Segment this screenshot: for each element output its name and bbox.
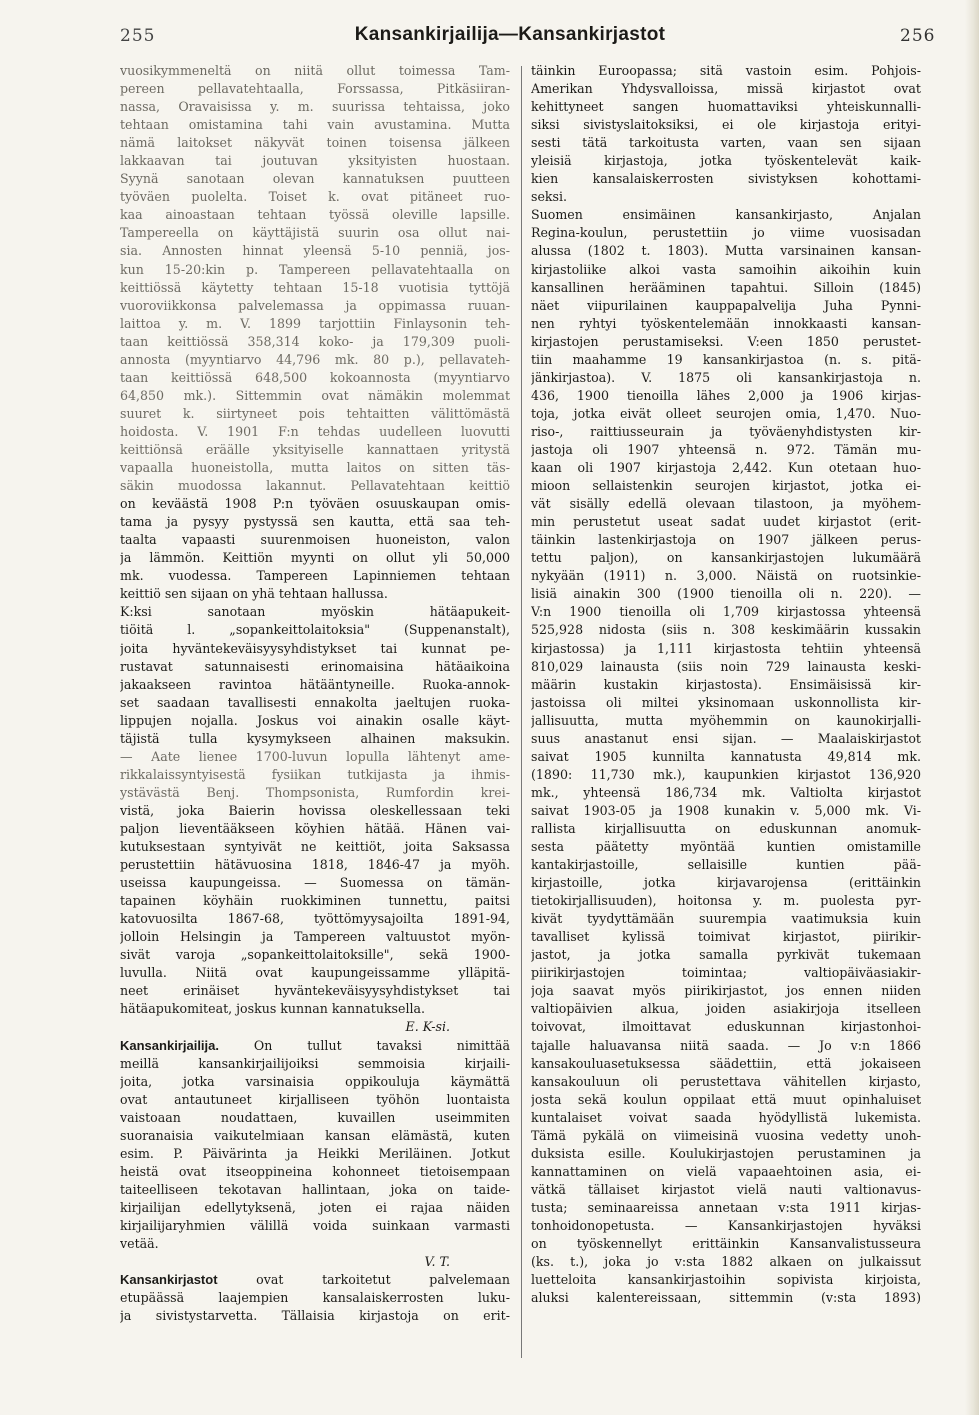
text-line: [531, 1271, 921, 1289]
author-signature: [120, 1253, 510, 1271]
line-text: kirjastoliike alkoi vasta samoihin aikoihin kuin: [531, 261, 921, 277]
line-text: Regina-koulun, perustettiin jo viime vuosisadan: [531, 225, 921, 241]
line-text: ystävästä Benj. Thompsonista, Rumfordin krei-: [120, 784, 510, 800]
line-text: vuoroviikkonsa palvelemassa ja oppimassa ruuan-: [120, 297, 510, 313]
text-line: [531, 1037, 921, 1055]
page-number-left: 255: [120, 26, 156, 46]
line-text: jastoja oli 1907 yhteensä n. 972. Tämän mu-: [531, 441, 921, 457]
text-line: [120, 603, 510, 621]
line-text: luetteloita kansankirjastoihin sopivista kirjoista,: [531, 1272, 921, 1288]
line-text: rustavat satunnaisesti erinomaisina hätäaikoina: [120, 658, 510, 674]
entry-headword: Kansankirjailija.: [120, 1037, 219, 1053]
text-line: [120, 1073, 510, 1091]
line-text: alussa (1802 t. 1803). Mutta varsinainen kansan-: [531, 243, 921, 259]
text-line: [120, 369, 510, 387]
line-text: vistä, joka Baierin hovissa oleskellessaan teki: [120, 802, 510, 818]
line-text: joita hyväntekeväisyysyhdistykset tai kunnat pe-: [120, 640, 510, 656]
line-text: useissa kaupungeissa. — Suomessa on tämän-: [120, 875, 510, 891]
text-line: [531, 423, 921, 441]
line-text: kantakirjastoille, sellaisille kuntien pää-: [531, 857, 921, 873]
text-line: [531, 1217, 921, 1235]
line-text: — Aate lienee 1700-luvun lopulla lähtenyt ame-: [120, 748, 510, 764]
line-text: vetää.: [120, 1236, 159, 1252]
text-line: [531, 676, 921, 694]
line-text: kirjailijan edellytyksenä, joten ei rajaa näiden: [120, 1199, 510, 1215]
text-line: [120, 928, 510, 946]
line-text: luvulla. Niitä ovat kaupungeissamme ylläpitä-: [120, 965, 510, 981]
line-text: paljon lieventääkseen köyhien hätää. Hänen vai-: [120, 820, 510, 836]
text-line: [531, 188, 921, 206]
line-text: valtiopäivien alkua, joiden asiakirjoja itselleen: [531, 1001, 921, 1017]
text-line: [120, 712, 510, 730]
text-line: [120, 405, 510, 423]
text-line: [120, 1199, 510, 1217]
text-line: [531, 1127, 921, 1145]
line-text: suuret k. siirtyneet pois tehtaitten välittömästä: [120, 405, 510, 421]
text-line: [120, 1127, 510, 1145]
line-text: kaan oli 1907 kirjastoja 2,442. Kun otetaan huo-: [531, 460, 921, 476]
text-line: [531, 549, 921, 567]
text-line: [531, 98, 921, 116]
text-line: [120, 1271, 510, 1289]
text-line: [120, 261, 510, 279]
line-text: rallista kirjallisuutta on eduskunnan anomuk-: [531, 820, 921, 836]
line-text: 64,850 mk.). Sittemmin ovat nämäkin molemmat: [120, 387, 510, 403]
text-line: [120, 188, 510, 206]
page-number-right: 256: [900, 26, 936, 46]
text-line: [120, 152, 510, 170]
line-text: nämä laitokset näkyvät toinen toisensa jälkeen: [120, 135, 510, 151]
text-line: [531, 369, 921, 387]
line-text: pereen pellavatehtaalla, Forssassa, Pitkäsiiran-: [120, 81, 510, 97]
line-text: ja sivistystarvetta. Tällaisia kirjastoja on erit-: [120, 1308, 510, 1324]
line-text: hoidosta. V. 1901 F:n tehdas uudelleen luovutti: [120, 423, 510, 439]
line-text: jallisuutta, mutta myöhemmin on kaunokirjalli-: [531, 712, 921, 728]
line-text: nassa, Oravaisissa y. m. suurissa tehtaissa, joko: [120, 99, 510, 115]
text-line: [531, 1235, 921, 1253]
line-text: K:ksi sanotaan myöskin hätäapukeit-: [120, 604, 510, 620]
line-text: seksi.: [531, 189, 568, 205]
text-line: [120, 224, 510, 242]
text-line: [120, 1000, 510, 1018]
line-text: kaa ainoastaan tehtaan työssä oleville lapsille.: [120, 207, 510, 223]
line-text: keittiönsä eräälle yksityiselle kannattaen yritystä: [120, 441, 510, 457]
line-text: mk., yhteensä 186,734 mk. Valtiolta kirjastot: [531, 784, 921, 800]
text-line: [531, 982, 921, 1000]
line-text: jastot, ja jotka samalla pyrkivät tukemaan: [531, 947, 921, 963]
text-line: [531, 242, 921, 260]
line-text: heistä ovat itseoppineina kohonneet tietoisempaan: [120, 1163, 510, 1179]
line-text: tiin maahamme 19 kansankirjastoa (n. s. pitä-: [531, 351, 921, 367]
line-text: mk. vuodessa. Tampereen Lapinniemen tehtaan: [120, 568, 510, 584]
text-line: [531, 152, 921, 170]
text-line: [531, 928, 921, 946]
text-line: [120, 585, 510, 603]
text-line: [531, 838, 921, 856]
text-line: [531, 1073, 921, 1091]
text-line: [120, 730, 510, 748]
line-text: kirjailijaryhmien välillä voida suinkaan varmasti: [120, 1218, 510, 1233]
text-line: [531, 748, 921, 766]
text-line: [531, 1055, 921, 1073]
text-line: [531, 1091, 921, 1109]
line-text: perustettiin hätävuosina 1818, 1846-47 ja myöh.: [120, 857, 510, 873]
line-text: kirjastoille, jotka kirjavarojensa (erittäinkin: [531, 875, 921, 891]
line-text: meillä kansankirjailijoiksi semmoisia kirjaili-: [120, 1055, 510, 1071]
text-line: [531, 784, 921, 802]
text-line: [120, 946, 510, 964]
line-text: tietokirjallisuuden), hoitonsa y. m. puolesta pyr-: [531, 893, 921, 909]
line-text: tajalle haluavansa niitä saada. — Jo v:n 1866: [531, 1037, 921, 1053]
text-line: [120, 62, 510, 80]
line-text: 525,928 nidosta (siis n. 308 keskimäärin kussakin: [531, 622, 921, 638]
line-text: jastoissa oli miltei yksinomaan uskonnollista kir-: [531, 694, 921, 710]
text-line: [531, 585, 921, 603]
text-line: [120, 1091, 510, 1109]
line-text: taiteelliseen tekotavan hallintaan, joka on taide-: [120, 1181, 510, 1197]
text-line: [120, 640, 510, 658]
line-text: joita, jotka varsinaisia oppikouluja käymättä: [120, 1073, 510, 1089]
text-line: [531, 802, 921, 820]
text-line: [531, 766, 921, 784]
line-text: kuntalaiset voivat saada hyödyllistä lukemista.: [531, 1109, 921, 1125]
text-line: [120, 820, 510, 838]
line-text: yleisiä kirjastoja, jotka työskentelevät kaik-: [531, 153, 921, 169]
text-line: [120, 856, 510, 874]
line-text: toja, jotka eivät olleet seurojen omia, 1,470. Nuo-: [531, 405, 921, 421]
text-line: [120, 134, 510, 152]
text-line: [120, 441, 510, 459]
line-text: (1890: 11,730 mk.), kaupunkien kirjastot 136,920: [531, 766, 921, 782]
text-line: [120, 748, 510, 766]
line-text: sivät varoja „sopankeittolaitoksille", sekä 1900-: [120, 947, 510, 963]
line-text: keittiö sen sijaan on yhä tehtaan hallussa.: [120, 586, 388, 602]
text-line: [120, 98, 510, 116]
line-text: on keväästä 1908 P:n työväen osuuskaupan omis-: [120, 496, 510, 512]
text-line: [120, 694, 510, 712]
text-line: [531, 62, 921, 80]
line-text: toivovat, ilmoittavat eduskunnan kirjastonhoi-: [531, 1019, 921, 1035]
text-line: [531, 1253, 921, 1271]
text-line: [531, 333, 921, 351]
line-text: nen ryhtyi työskentelemään innokkaasti kansan-: [531, 315, 921, 331]
text-line: [120, 892, 510, 910]
line-text: katovuosilta 1867-68, työttömyysajoilta 1891-94,: [120, 911, 510, 927]
text-line: [531, 387, 921, 405]
text-line: [531, 712, 921, 730]
line-text: hätäapukomiteat, joskus kunnan kannatuksella.: [120, 1001, 426, 1017]
text-line: [531, 279, 921, 297]
text-line: [120, 116, 510, 134]
text-line: [120, 1235, 510, 1253]
text-line: [120, 297, 510, 315]
text-line: [120, 676, 510, 694]
line-text: V. T.: [424, 1254, 450, 1270]
line-text: riso-, raittiusseurain ja työväenyhdistysten kir-: [531, 423, 921, 439]
line-text: tusta; seminaareissa annetaan v:sta 1911 kirjas-: [531, 1199, 921, 1215]
text-line: [120, 964, 510, 982]
text-line: [120, 1307, 510, 1325]
text-line: [120, 567, 510, 585]
text-line: [531, 80, 921, 98]
line-text: annosta (myyntiarvo 44,796 mk. 80 p.), pellavateh-: [120, 351, 510, 367]
text-line: [120, 1217, 510, 1235]
line-text: kansakouluun oli perustettava vähitellen kirjasto,: [531, 1073, 921, 1089]
line-text: suoranaisia vaikutelmiaan kansan elämästä, kuten: [120, 1127, 510, 1143]
text-line: [531, 116, 921, 134]
text-line: [531, 1145, 921, 1163]
text-line: [120, 513, 510, 531]
text-line: [120, 982, 510, 1000]
text-line: [531, 892, 921, 910]
text-line: [120, 766, 510, 784]
line-text: kirjastossa) ja 1,111 kirjastosta tehtiin yhteensä: [531, 640, 921, 656]
text-line: [531, 603, 921, 621]
text-line: [531, 224, 921, 242]
line-text: Tampereella on käyttäjistä suurin osa ollut nai-: [120, 225, 510, 241]
text-line: [531, 1199, 921, 1217]
text-line: [531, 874, 921, 892]
line-text: kansallinen herääminen tapahtui. Silloin (1845): [531, 279, 921, 295]
text-line: [120, 1109, 510, 1127]
text-line: [120, 621, 510, 639]
entry-text: On tullut tavaksi nimittää: [219, 1037, 510, 1053]
text-line: [531, 964, 921, 982]
line-text: 810,029 lainausta (siis noin 729 lainausta keski-: [531, 658, 921, 674]
page-header: [0, 0, 979, 60]
page-title: Kansankirjailija—Kansankirjastot: [354, 24, 666, 45]
line-text: kutuksestaan syntyivät ne keittiöt, joita Saksassa: [120, 839, 510, 855]
line-text: saivat 1905 kunnilta kannatusta 49,814 mk.: [531, 748, 921, 764]
text-line: [120, 1037, 510, 1055]
line-text: nykyään (1911) n. 3,000. Näistä on ruotsinkie-: [531, 568, 921, 584]
text-line: [531, 297, 921, 315]
text-line: [531, 1289, 921, 1307]
line-text: kun 15-20:kin p. Tampereen pellavatehtaalla on: [120, 261, 510, 277]
text-line: [531, 694, 921, 712]
text-line: [120, 333, 510, 351]
line-text: kansakouluasetuksessa säädettiin, että jokaiseen: [531, 1055, 921, 1071]
entry-text: ovat tarkoitetut palvelemaan: [217, 1272, 510, 1288]
text-line: [120, 658, 510, 676]
line-text: (ks. t.), joka jo v:sta 1882 alkaen on julkaissut: [531, 1254, 921, 1270]
line-text: tettu paljon), on kansankirjastojen lukumäärä: [531, 550, 921, 566]
line-text: täinkin lastenkirjastoja on 1907 jälkeen perus-: [531, 532, 921, 548]
line-text: tama ja pysyy pystyssä sen kautta, että saa teh-: [120, 514, 510, 530]
line-text: sesti tätä tarkoitusta varten, vaan sen sijaan: [531, 135, 921, 151]
line-text: näet viipurilainen kauppapalvelija Juha Pynni-: [531, 297, 921, 313]
text-line: [120, 351, 510, 369]
text-line: [531, 946, 921, 964]
text-line: [120, 1181, 510, 1199]
text-line: [120, 802, 510, 820]
line-text: aluksi kalentereissaan, sittemmin (v:sta 1893): [531, 1290, 921, 1306]
line-text: siksi sivistyslaitoksiksi, ei ole kirjastoja erityi-: [531, 117, 921, 133]
line-text: E. K-si.: [405, 1019, 450, 1035]
text-line: [120, 784, 510, 802]
line-text: joja saavat myös piirikirjastot, jos ennen niiden: [531, 983, 921, 999]
text-line: [531, 1109, 921, 1127]
line-text: jolloin Helsingin ja Tampereen valtuustot myön-: [120, 929, 510, 945]
line-text: on työskennellyt erittäinkin Kansanvalistusseura: [531, 1236, 921, 1252]
text-line: [531, 405, 921, 423]
line-text: taalta vapaasti suurenmoisen huoneiston, valon: [120, 532, 510, 548]
text-line: [120, 1163, 510, 1181]
line-text: kien kansalaiskerrosten sivistyksen kohottami-: [531, 171, 921, 187]
line-text: Syynä sanotaan olevan kannatuksen puutteen: [120, 171, 510, 187]
column-divider: [521, 66, 522, 1358]
text-line: [120, 477, 510, 495]
line-text: neet erinäiset hyväntekeväisyysyhdistykset tai: [120, 983, 510, 999]
line-text: taan keittiössä 358,314 koko- ja 179,309 puoli-: [120, 333, 510, 349]
line-text: työväen puolelta. Toiset k. ovat pitäneet ruo-: [120, 189, 510, 205]
line-text: duksista esille. Koulukirjastojen perustaminen ja: [531, 1145, 921, 1161]
text-line: [531, 459, 921, 477]
text-line: [531, 513, 921, 531]
text-line: [120, 170, 510, 188]
text-line: [531, 441, 921, 459]
line-text: vaistoaan noudattaen, kuvaillen useimmiten: [120, 1109, 510, 1125]
line-text: kannattaminen on vielä vapaaehtoinen asia, ei-: [531, 1163, 921, 1179]
line-text: tonhoidonopetusta. — Kansankirjastojen hyväksi: [531, 1218, 921, 1233]
text-line: [531, 206, 921, 224]
text-line: [531, 820, 921, 838]
line-text: min perustetut useat sadat uudet kirjastot (erit-: [531, 514, 921, 530]
text-line: [120, 495, 510, 513]
text-line: [120, 242, 510, 260]
text-line: [120, 549, 510, 567]
text-line: [531, 640, 921, 658]
text-line: [531, 261, 921, 279]
line-text: piirikirjastojen toimintaa; valtiopäiväasiakir-: [531, 965, 921, 981]
line-text: ovat antautuneet kirjalliseen työhön luontaista: [120, 1091, 510, 1107]
text-line: [120, 279, 510, 297]
line-text: suus anastanut ensi sijan. — Maalaiskirjastot: [531, 730, 921, 746]
line-text: Tämä pykälä on viimeisinä vuosina vedetty unoh-: [531, 1127, 921, 1143]
line-text: jakaakseen ravintoa hätääntyneille. Ruoka-annok-: [120, 676, 510, 692]
text-line: [531, 134, 921, 152]
text-line: [120, 838, 510, 856]
entry-headword: Kansankirjastot: [120, 1272, 218, 1288]
author-signature: [120, 1018, 510, 1036]
line-text: vuosikymmeneltä on niitä ollut toimessa Tam-: [120, 63, 510, 78]
line-text: täinkin Euroopassa; sitä vastoin esim. Pohjois-: [531, 63, 921, 78]
line-text: lisiä ainakin 300 (1900 tienoilla oli n. 220). —: [531, 586, 921, 602]
text-line: [120, 1055, 510, 1073]
line-text: kehittyneet sangen huomattaviksi yhteiskunnalli-: [531, 99, 921, 115]
text-line: [531, 351, 921, 369]
text-line: [531, 170, 921, 188]
text-line: [531, 658, 921, 676]
line-text: kirjastojen perustamiseksi. V:een 1850 perustet-: [531, 333, 921, 349]
text-line: [120, 1145, 510, 1163]
line-text: ja lämmön. Keittiön myynti on ollut yli 50,000: [120, 550, 510, 566]
line-text: tehtaan omistamina tahi vain avustamina. Mutta: [120, 117, 510, 133]
text-line: [120, 531, 510, 549]
line-text: säkin muodossa lakannut. Pellavatehtaan keittiö: [120, 478, 510, 494]
line-text: lippujen nojalla. Joskus voi ainakin osalle käyt-: [120, 712, 510, 728]
line-text: vapaalla huoneistolla, mutta laitos on sitten täs-: [120, 460, 510, 476]
text-line: [531, 567, 921, 585]
line-text: rikkalaissyntyisestä fysiikan tutkijasta ja ihmis-: [120, 766, 510, 782]
page-edge: [965, 0, 979, 1415]
right-column: [531, 62, 921, 1307]
line-text: taan keittiössä 648,500 kokoannosta (myyntiarvo: [120, 369, 510, 385]
text-line: [531, 495, 921, 513]
text-line: [120, 387, 510, 405]
line-text: keittiössä käytetty tehtaan 15-18 vuotisia tyttöjä: [120, 279, 510, 295]
line-text: saivat 1903-05 ja 1908 kunakin v. 5,000 mk. Vi-: [531, 802, 921, 818]
line-text: sia. Annosten hinnat yleensä 5-10 penniä, jos-: [120, 243, 510, 259]
line-text: tiöitä l. „sopankeittolaitoksia" (Suppenanstalt),: [120, 622, 510, 638]
line-text: tavalliset kylissä toimivat kirjastot, piirikir-: [531, 929, 921, 945]
text-line: [531, 315, 921, 333]
line-text: vätkä tällaiset kirjastot vielä nauti valtionavus-: [531, 1181, 921, 1197]
line-text: täjistä tulla kysymykseen alhainen maksukin.: [120, 730, 510, 746]
text-line: [531, 1181, 921, 1199]
line-text: kivät tyydyttämään suurempia vaatimuksia kuin: [531, 911, 921, 927]
text-line: [531, 910, 921, 928]
line-text: laittoa y. m. V. 1899 tarjottiin Finlaysonin teh-: [120, 315, 510, 331]
line-text: määrin kustakin kirjastosta). Ensimäisissä kir-: [531, 676, 921, 692]
line-text: set saadaan tavallisesti ennakolta jaeltujen ruoka-: [120, 694, 510, 710]
text-line: [120, 80, 510, 98]
line-text: josta sekä koulun oppilaat että muut opinhaluiset: [531, 1091, 921, 1107]
line-text: Suomen ensimäinen kansankirjasto, Anjalan: [531, 207, 921, 223]
text-line: [120, 206, 510, 224]
text-line: [531, 477, 921, 495]
text-line: [531, 1000, 921, 1018]
text-line: [531, 856, 921, 874]
left-column: [120, 62, 510, 1325]
line-text: sesta päätetty myöntää kuntien omistamille: [531, 839, 921, 855]
line-text: esim. P. Päivärinta ja Heikki Meriläinen. Jotkut: [120, 1145, 510, 1161]
line-text: etupäässä laajempien kansalaiskerrosten luku-: [120, 1290, 510, 1306]
text-line: [120, 1289, 510, 1307]
line-text: tapainen köyhäin ruokkiminen tunnettu, paitsi: [120, 893, 510, 909]
text-line: [120, 459, 510, 477]
text-line: [120, 423, 510, 441]
line-text: vät sisälly edellä olevaan tilastoon, ja myöhem-: [531, 496, 921, 512]
line-text: Amerikan Yhdysvalloissa, missä kirjastot ovat: [531, 81, 921, 97]
text-line: [531, 730, 921, 748]
line-text: jänkirjastoa). V. 1875 oli kansankirjastoja n.: [531, 369, 921, 385]
text-line: [531, 1163, 921, 1181]
line-text: lakkaavan tai joutuvan yksityisten huostaan.: [120, 153, 510, 169]
line-text: mioon sellaistenkin seurojen kirjastot, jotka ei-: [531, 478, 921, 494]
text-line: [120, 910, 510, 928]
line-text: V:n 1900 tienoilla oli 1,709 kirjastossa yhteensä: [531, 604, 921, 620]
text-line: [120, 874, 510, 892]
text-line: [120, 315, 510, 333]
text-line: [531, 531, 921, 549]
text-line: [531, 1018, 921, 1036]
line-text: 436, 1900 tienoilla lähes 2,000 ja 1906 kirjas-: [531, 387, 921, 403]
text-line: [531, 621, 921, 639]
